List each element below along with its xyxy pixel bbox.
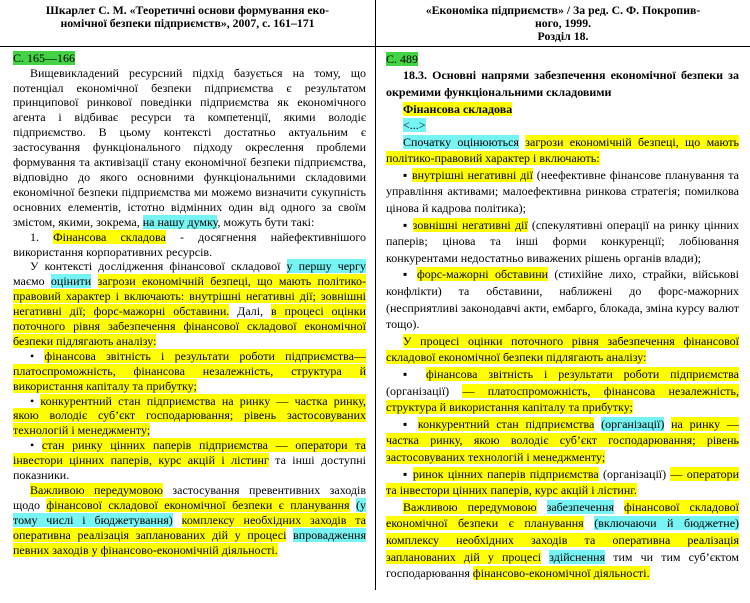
text-run — [91, 274, 97, 288]
highlight-green: С. 165—166 — [13, 50, 76, 65]
text-run: ▪ — [403, 367, 427, 381]
text-run: Вищевикладений ресурсний підхід базується на тому, що потенціал економічної безпеки підприємства є результатом принципової ринкової поведінки підприємства як економічного агента і відбиває ресурси та компетенції, якими володіє підприємство. В цьому контексті достатньо актуальним є застосування функціонального підходу окреслення проблеми формування та активізації стану економічної безпеки підприємства, відповідно до якого основними функціональними складовими економічної безпеки підприємства ми можемо визначити сукупність основних елементів, істотно відмінних один від одного за своїм змістом, якими, зокрема, — [13, 65, 366, 229]
highlight-yellow: зовнішні негативні дії — [412, 217, 528, 232]
bullet-item — [386, 266, 739, 332]
text-run: 18.3. Основні напрями забезпечення економічної безпеки за окремими функціональними складовими — [386, 68, 739, 99]
text-run: (організації) — [598, 466, 671, 481]
text-run: - досягнення найефективнішого використання корпоративних ресурсів. — [13, 229, 366, 259]
highlight-cyan: оцінити — [50, 274, 92, 289]
highlight-cyan: впровадження — [293, 527, 366, 542]
text-run: ▪ — [403, 217, 413, 232]
text-run — [537, 500, 547, 514]
highlight-yellow: форс-мажорні обставини — [416, 267, 549, 282]
paragraph — [13, 66, 366, 230]
bullet-item — [386, 416, 739, 466]
page-ref — [13, 51, 366, 66]
text-run: тим чи тим суб’єктом господарювання — [386, 549, 740, 581]
highlight-yellow: комплексу необхідних заходів та оперативна реалізація запланованих дій у процесі — [13, 512, 366, 542]
highlight-cyan: (включаючи й бюджетне) — [594, 516, 740, 531]
highlight-yellow: Фінансова складова — [53, 229, 166, 244]
text-run: (спекулятивні операції на ринку цінних паперів; цінова та інші форми конкуренції; лобіювання конкурентами недостатньо виважених рішень органів влади); — [386, 217, 739, 265]
page-ref — [386, 51, 739, 68]
highlight-yellow: загрози економічній безпеці, що мають політико-правовий характер і включають: — [386, 134, 739, 166]
bullet-item — [386, 366, 739, 416]
highlight-cyan: у першу чергу — [286, 259, 366, 274]
highlight-yellow: певних заходів у фінансово-економічній діяльності. — [13, 542, 278, 557]
text-run — [173, 513, 182, 527]
text-run — [614, 500, 624, 514]
highlight-yellow: фінансово-економічної діяльності. — [472, 566, 650, 581]
right-source-chapter-line: Розділ 18. — [537, 28, 589, 43]
left-source-header — [0, 0, 375, 47]
highlight-cyan: на нашу думку — [142, 214, 218, 229]
right-source-title-line: ного, 1999. — [534, 15, 592, 30]
highlight-cyan: здійснення — [549, 549, 606, 564]
highlight-yellow: конкурентний стан підприємства — [417, 416, 595, 431]
body-row — [0, 47, 750, 590]
highlight-yellow: в процесі оцінки поточного рівня забезпечення фінансової складової економічної безпеки підлягають аналізу: — [13, 304, 366, 348]
bullet-item — [386, 167, 739, 217]
ellipsis-marker — [386, 117, 739, 134]
paragraph — [13, 483, 366, 558]
text-run: Далі, — [229, 304, 271, 319]
highlight-cyan: (організації) — [601, 416, 665, 431]
highlight-yellow: фінансової складової економічної безпеки є планування — [46, 497, 350, 512]
highlight-yellow: на ринку — частка ринку, якою володіє суб’єкт господарювання; рівень застосовуваних технологій і менеджменту; — [386, 416, 739, 464]
highlight-cyan: забезпечення — [546, 499, 614, 514]
header-row — [0, 0, 750, 47]
text-run: , можуть бути такі: — [217, 214, 315, 229]
bullet-item — [13, 438, 366, 483]
highlight-yellow: — платоспроможність, фінансова незалежність, структура й використання капіталу та прибутку; — [386, 383, 740, 415]
text-run: У контексті дослідження фінансової складової — [30, 259, 287, 274]
highlight-yellow: Важливою передумовою — [403, 499, 537, 514]
text-run: ▪ — [403, 416, 418, 431]
highlight-yellow: ринок цінних паперів підприємства — [412, 466, 599, 481]
text-run: ▪ — [403, 267, 417, 282]
text-run — [584, 516, 595, 530]
highlight-cyan: <...> — [403, 118, 426, 133]
highlight-yellow: комплексу необхідних заходів та оперативна реалізація запланованих дій у процесі — [386, 532, 739, 564]
bullet-item — [386, 466, 739, 499]
paragraph — [386, 499, 739, 582]
text-run: ▪ — [403, 466, 413, 481]
left-column-body — [0, 47, 375, 590]
highlight-yellow: — оператори та інвестори цінних паперів, курс акцій і лістинг. — [386, 466, 739, 498]
paragraph — [386, 134, 739, 167]
bullet-item — [386, 217, 739, 267]
right-source-title-line: «Економіка підприємств» / За ред. С. Ф. Покропив- — [425, 3, 701, 17]
paragraph — [386, 333, 739, 366]
left-source-title-line: Шкарлет С. М. «Теоретичні основи формування еко- — [45, 3, 330, 17]
subsection-title — [386, 101, 739, 118]
right-source-header — [375, 0, 750, 47]
text-run: • — [30, 438, 42, 453]
text-run: та інші доступні показники. — [13, 453, 366, 483]
left-source-title-line: номічної безпеки підприємств», 2007, с. 161–171 — [60, 15, 315, 30]
highlight-green: С. 489 — [386, 51, 419, 66]
text-run: 1. — [30, 229, 54, 244]
text-run: • — [30, 348, 45, 363]
highlight-yellow: конкурентний стан підприємства на ринку — частка ринку, якою володіє суб’єкт господарювання; рівень застосовуваних технологій і менеджменту; — [13, 393, 367, 438]
text-run: ▪ — [403, 167, 412, 182]
highlight-cyan: (у тому числі і бюджетування) — [13, 497, 366, 527]
text-run: • — [30, 393, 41, 408]
text-run: (організації) — [386, 383, 463, 398]
highlight-yellow: Важливою передумовою — [30, 483, 163, 497]
highlight-yellow: фінансової складової економічної безпеки є планування — [386, 499, 739, 531]
text-run: маємо — [13, 274, 51, 289]
text-run: (неефективне фінансове планування та управління активами; малоефективна ринкова стратегія; помилкова цінова й кадрова політика); — [386, 167, 739, 216]
paragraph — [13, 259, 366, 348]
text-run: застосування превентивних заходів щодо — [13, 483, 366, 512]
highlight-yellow: Фінансова складова — [403, 101, 513, 116]
highlight-yellow: У процесі оцінки поточного рівня забезпечення фінансової складової економічної безпеки підлягають аналізу: — [386, 333, 739, 365]
highlight-yellow: фінансова звітність і результати роботи підприємства — [426, 367, 739, 381]
text-run: (стихійне лихо, страйки, військові конфлікти) та обставини, наближені до форс-мажорних (несприятливі законодавчі акти, ембарго, блокада, зміна курсу валют тощо). — [386, 267, 739, 332]
highlight-yellow: фінансова звітність і результати роботи підприємства— платоспроможність, фінансова незалежність, структура й використання капіталу та прибутку; — [13, 348, 366, 393]
paragraph — [13, 230, 366, 260]
right-column-body — [375, 47, 750, 590]
highlight-yellow: внутрішні негативні дії — [411, 167, 533, 182]
bullet-item — [13, 349, 366, 394]
highlight-yellow: загрози економічній безпеці, що мають політико-правовий характер і включають: внутрішні негативні дії; зовнішні негативні дії; форс-мажорні обставини. — [13, 274, 366, 319]
section-heading — [386, 67, 739, 100]
bullet-item — [13, 394, 366, 439]
highlight-yellow: стан ринку цінних паперів підприємства — оператори та інвестори цінних паперів, курс акцій і лістинг — [13, 438, 366, 468]
highlight-cyan: Спочатку оцінюються — [403, 134, 519, 149]
